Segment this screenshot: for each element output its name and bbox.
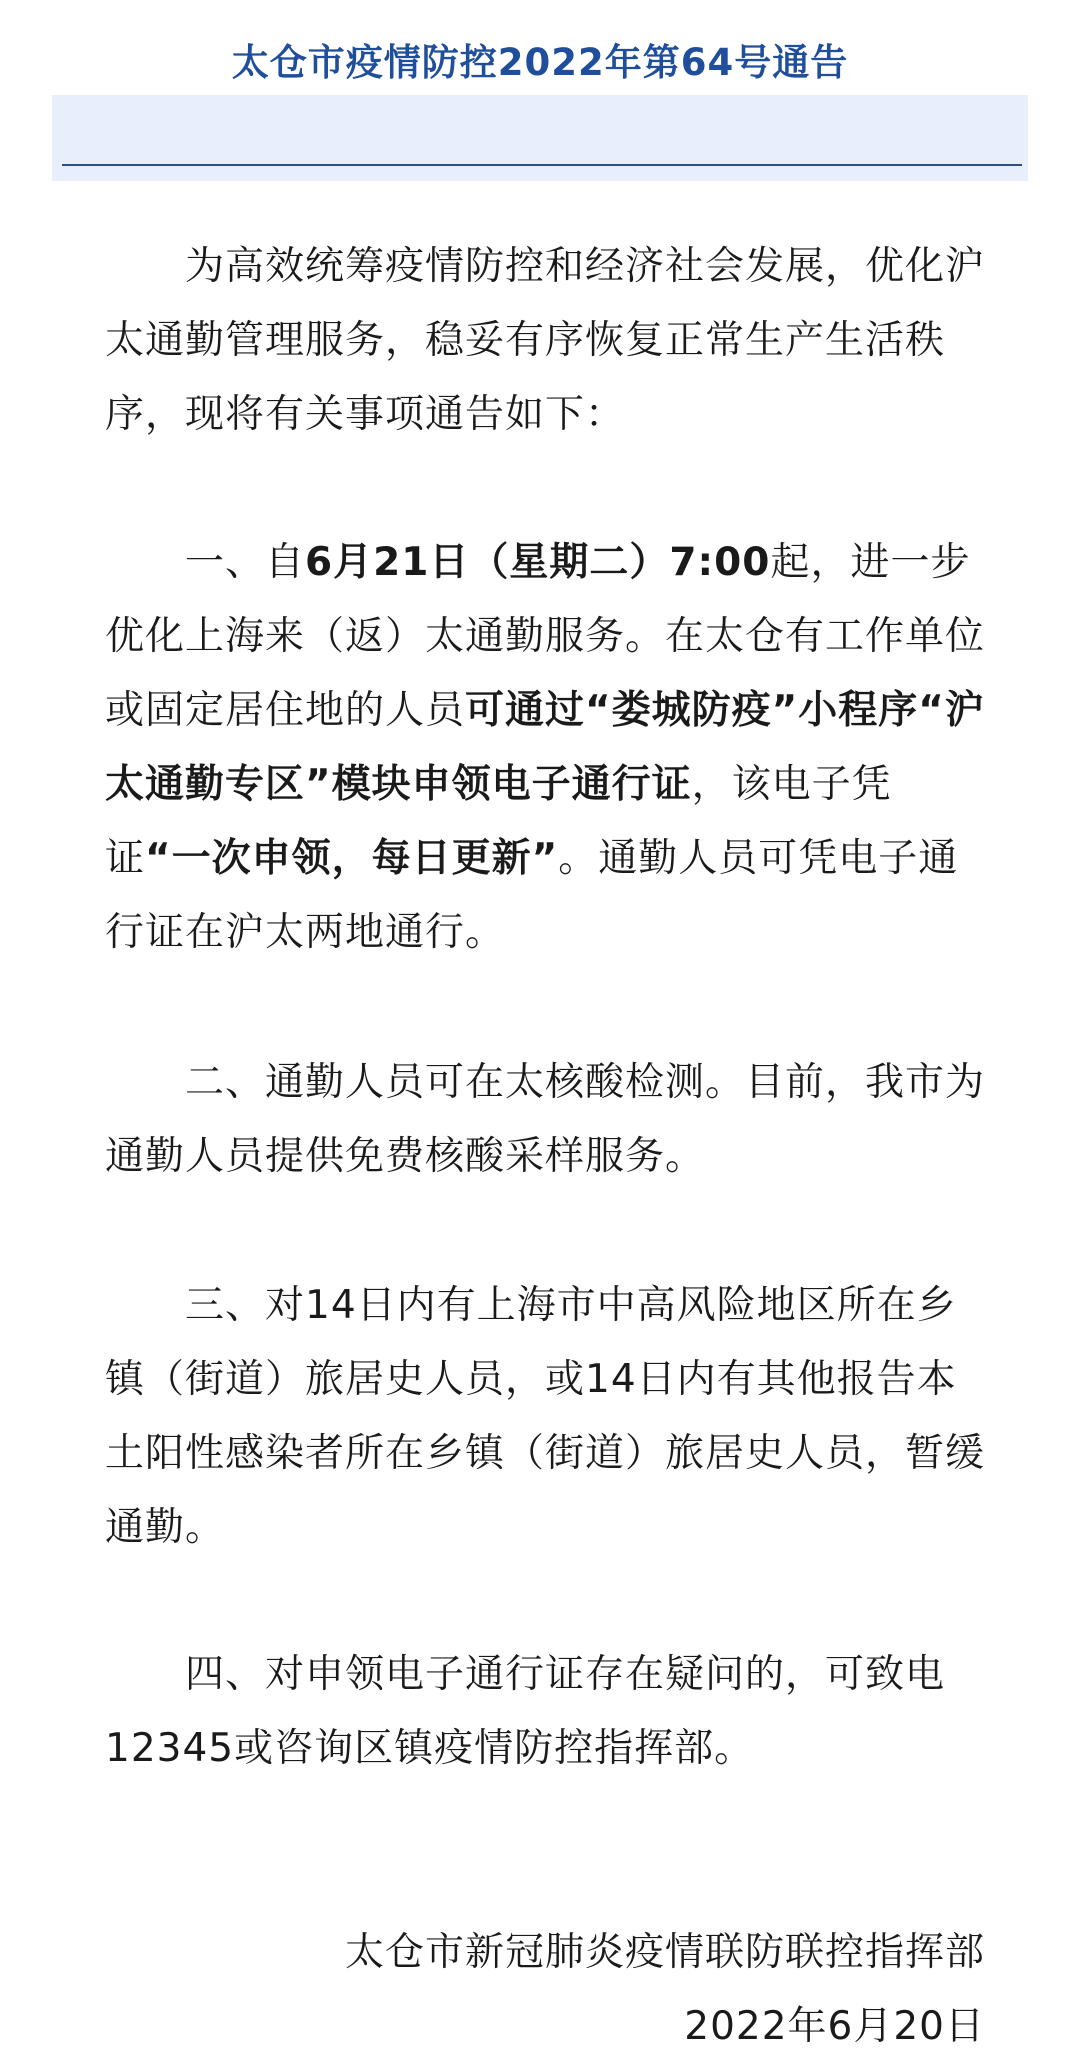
intro-text: 为高效统筹疫情防控和经济社会发展，优化沪太通勤管理服务，稳妥有序恢复正常生产生活秩序，现将有关事项通告如下：	[105, 244, 986, 437]
item-3-text: 三、对14日内有上海市中高风险地区所在乡镇（街道）旅居史人员，或14日内有其他报告本土阳性感染者所在乡镇（街道）旅居史人员，暂缓通勤。	[105, 1283, 986, 1550]
item-4-text: 四、对申领电子通行证存在疑问的，可致电12345或咨询区镇疫情防控指挥部。	[105, 1652, 946, 1771]
item-1-text-d: 。通勤人员可凭电子通行证在沪太两地通行。	[105, 836, 959, 955]
item-3-paragraph	[105, 1269, 985, 1565]
item-1-method-bold: 可通过“娄城防疫”小程序“沪太通勤专区”模块申领电子通行证	[105, 688, 985, 807]
item-1-time-bold: 6月21日（星期二）7:00	[305, 540, 771, 585]
item-2-paragraph	[105, 1046, 985, 1194]
item-1-update-bold: “一次申领，每日更新”	[145, 836, 559, 881]
banner-divider	[62, 164, 1022, 166]
intro-paragraph	[105, 230, 985, 452]
title-banner	[52, 95, 1028, 181]
item-1-text-a: 一、自	[185, 540, 306, 585]
issue-date: 2022年6月20日	[684, 2004, 985, 2049]
issuer-signature: 太仓市新冠肺炎疫情联防联控指挥部	[344, 1930, 985, 1975]
item-1-paragraph	[105, 526, 985, 970]
item-1-text-c: ，该电子凭证	[105, 762, 892, 881]
item-2-text: 二、通勤人员可在太核酸检测。目前，我市为通勤人员提供免费核酸采样服务。	[105, 1060, 986, 1179]
item-1-text-b: 起，进一步优化上海来（返）太通勤服务。在太仓有工作单位或固定居住地的人员	[105, 540, 986, 733]
notice-title: 太仓市疫情防控2022年第64号通告	[231, 41, 849, 84]
item-4-paragraph	[105, 1638, 985, 1786]
